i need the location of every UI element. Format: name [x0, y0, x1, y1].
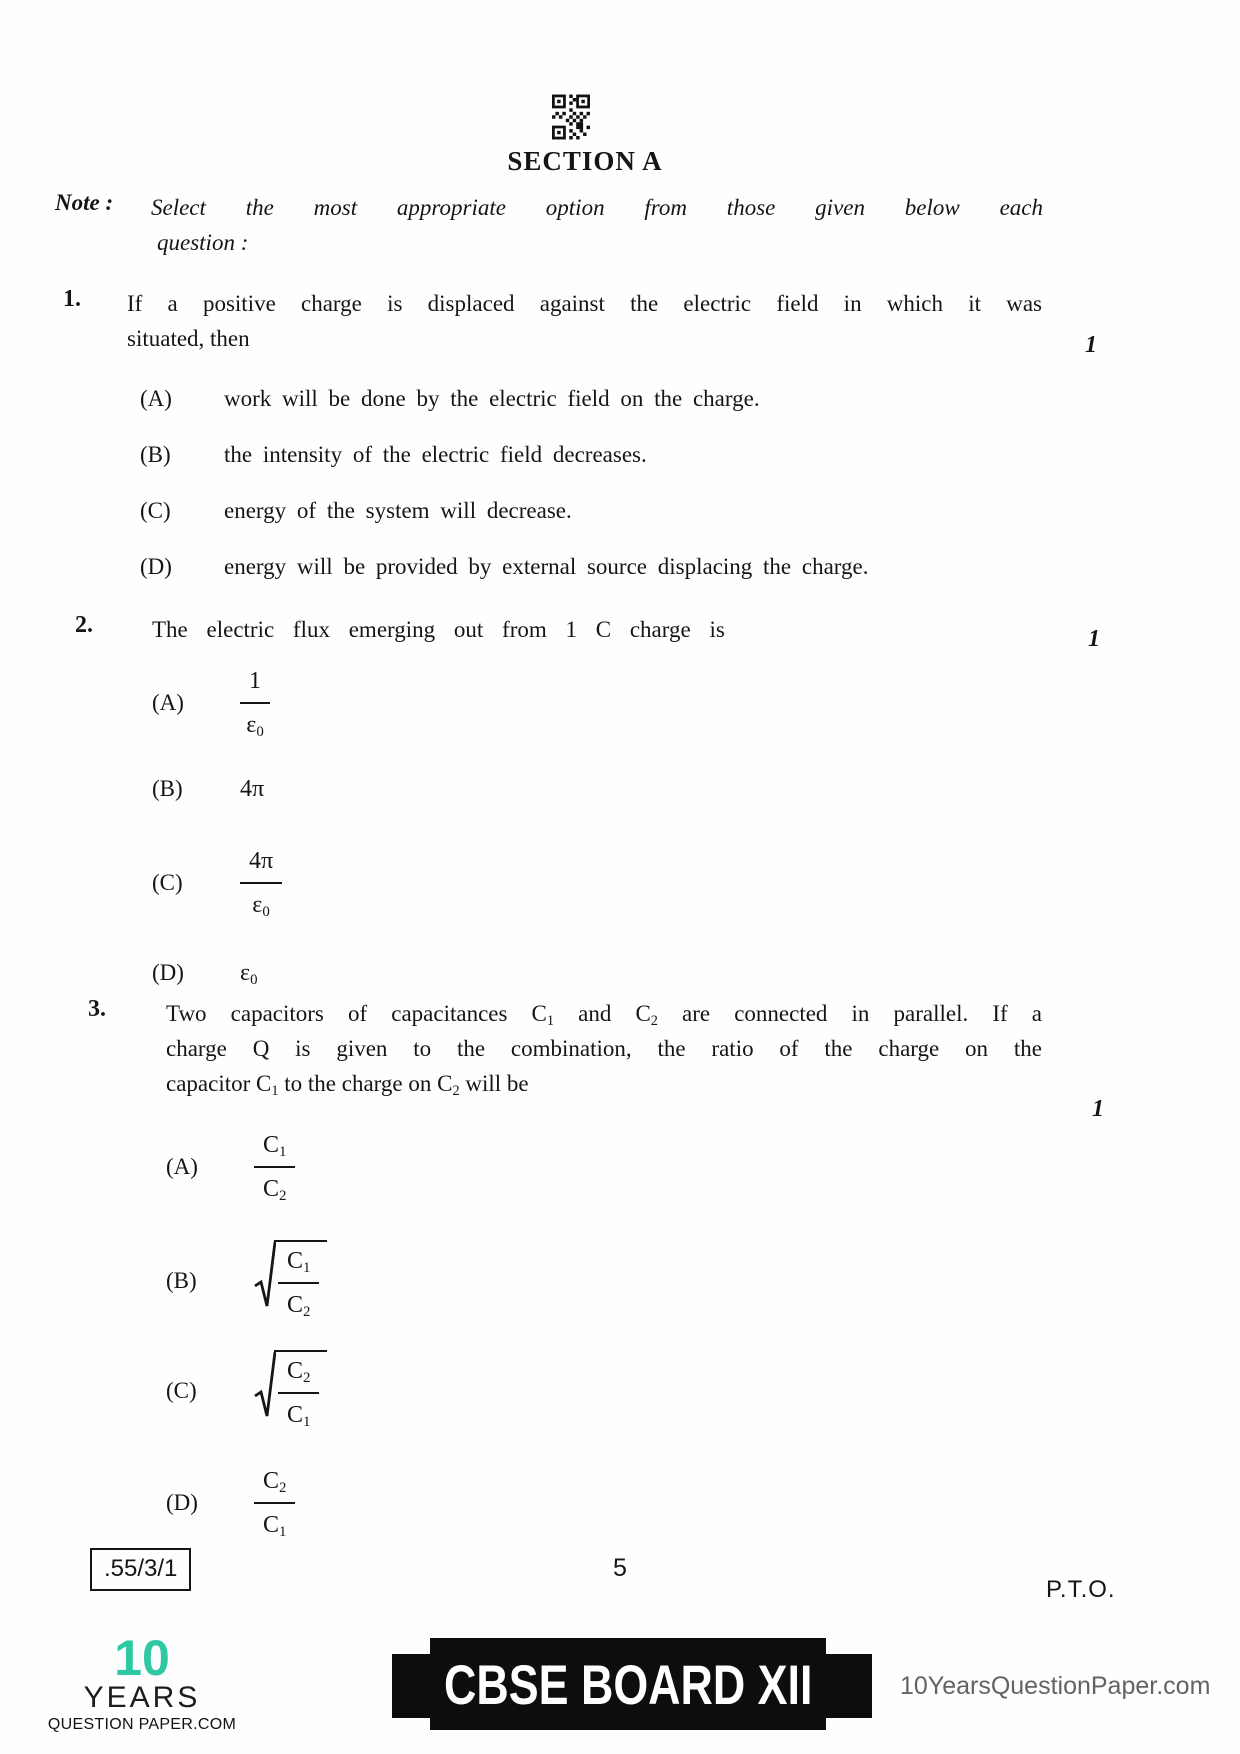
- question-line: If a positive charge is displaced against the electric field in which it was: [127, 291, 1042, 316]
- marks-value: 1: [1085, 332, 1097, 358]
- fraction-denominator: $\varepsilon_0$: [252, 892, 270, 921]
- question-text: [127, 286, 1042, 356]
- option-text: energy of the system will decrease.: [224, 498, 572, 523]
- ten-years-logo: [38, 1630, 246, 1736]
- math-expression: 4π: [240, 776, 265, 802]
- option-row: [152, 664, 282, 742]
- option-row: [166, 1350, 327, 1432]
- option-text: the intensity of the electric field decreases.: [224, 442, 647, 467]
- option-label: (A): [166, 1154, 198, 1179]
- marks-value: 1: [1092, 1096, 1104, 1122]
- fraction: [254, 1128, 295, 1206]
- option-label: (D): [166, 1490, 198, 1515]
- option-label: (A): [152, 690, 184, 715]
- option-label: (D): [140, 554, 172, 579]
- fraction: [278, 1244, 319, 1322]
- banner-text: CBSE BOARD XII: [443, 1652, 813, 1716]
- option-label: (B): [140, 442, 171, 467]
- fraction-denominator: $C_2$: [287, 1292, 311, 1321]
- marks-value: 1: [1088, 626, 1100, 652]
- question-text: [166, 996, 1042, 1101]
- question-1: [63, 286, 1063, 356]
- note-line: question :: [157, 230, 249, 255]
- option-label: (C): [152, 870, 183, 895]
- fraction: [254, 1464, 295, 1542]
- radicand: [274, 1240, 327, 1322]
- option-row: [166, 1464, 327, 1542]
- logo-years: YEARS: [83, 1681, 201, 1714]
- question-line: charge Q is given to the combination, the ratio of the charge on the: [166, 1036, 1042, 1061]
- question-line: The electric flux emerging out from 1 C charge is: [152, 617, 725, 642]
- question-number: 1.: [63, 286, 81, 312]
- option-row: [140, 494, 1080, 528]
- question-number: 3.: [88, 996, 106, 1022]
- square-root: [254, 1350, 327, 1432]
- option-row: [152, 956, 282, 990]
- fraction-denominator: $C_1$: [287, 1402, 311, 1431]
- fraction-numerator: $C_1$: [254, 1128, 295, 1168]
- note-line: Select the most appropriate option from those given below each: [151, 195, 1043, 220]
- pto-label: P.T.O.: [1046, 1576, 1116, 1603]
- question-number: 2.: [75, 612, 93, 638]
- option-label: (D): [152, 960, 184, 985]
- fraction-denominator: $C_1$: [263, 1512, 287, 1541]
- math-expression: $\varepsilon_0$: [240, 960, 258, 989]
- option-label: (B): [152, 776, 183, 801]
- option-label: (C): [140, 498, 171, 523]
- paper-code-box: .55/3/1: [90, 1548, 191, 1591]
- note-block: [55, 190, 1055, 260]
- fraction: [278, 1354, 319, 1432]
- fraction-numerator: $C_1$: [278, 1244, 319, 1284]
- cbse-banner: [430, 1638, 826, 1730]
- question-line: situated, then: [127, 326, 250, 351]
- option-row: [140, 438, 1080, 472]
- option-row: [140, 550, 1080, 584]
- fraction-denominator: $\varepsilon_0$: [246, 712, 264, 741]
- question-3-options: [166, 1128, 327, 1542]
- option-text: energy will be provided by external source displacing the charge.: [224, 554, 869, 579]
- fraction-numerator: $C_2$: [254, 1464, 295, 1504]
- question-3: [88, 996, 1088, 1101]
- radical-sign: [254, 1240, 276, 1312]
- question-line: capacitor $C_1$ to the charge on $C_2$ will be: [166, 1071, 529, 1099]
- question-2-options: [152, 664, 282, 990]
- logo-number: 10: [114, 1630, 170, 1686]
- question-2: [75, 612, 1075, 647]
- section-title: SECTION A: [507, 146, 663, 176]
- option-label: (C): [166, 1378, 197, 1403]
- note-text: [151, 190, 1043, 260]
- radical-sign: [254, 1350, 276, 1422]
- fraction-numerator: 1: [240, 664, 270, 704]
- page-number: 5: [613, 1554, 627, 1582]
- option-row: [166, 1240, 327, 1322]
- fraction-numerator: 4π: [240, 844, 282, 884]
- logo-site: QUESTION PAPER.COM: [47, 1716, 237, 1733]
- fraction: [240, 664, 270, 742]
- option-row: [152, 844, 282, 922]
- option-label: (A): [140, 386, 172, 411]
- option-text: work will be done by the electric field on the charge.: [224, 386, 760, 411]
- fraction: [240, 844, 282, 922]
- question-line: Two capacitors of capacitances $C_1$ and $C_2$ are connected in parallel. If a: [166, 1001, 1042, 1029]
- option-row: [166, 1128, 327, 1206]
- option-row: [140, 382, 1080, 416]
- square-root: [254, 1240, 327, 1322]
- note-label: Note :: [55, 190, 114, 215]
- fraction-denominator: $C_2$: [263, 1176, 287, 1205]
- radicand: [274, 1350, 327, 1432]
- fraction-numerator: $C_2$: [278, 1354, 319, 1394]
- website-watermark: 10YearsQuestionPaper.com: [900, 1672, 1211, 1700]
- question-text: [152, 612, 1012, 647]
- option-label: (B): [166, 1268, 197, 1293]
- question-1-options: [140, 382, 1080, 606]
- option-row: [152, 772, 282, 806]
- qr-code-icon: [552, 94, 590, 140]
